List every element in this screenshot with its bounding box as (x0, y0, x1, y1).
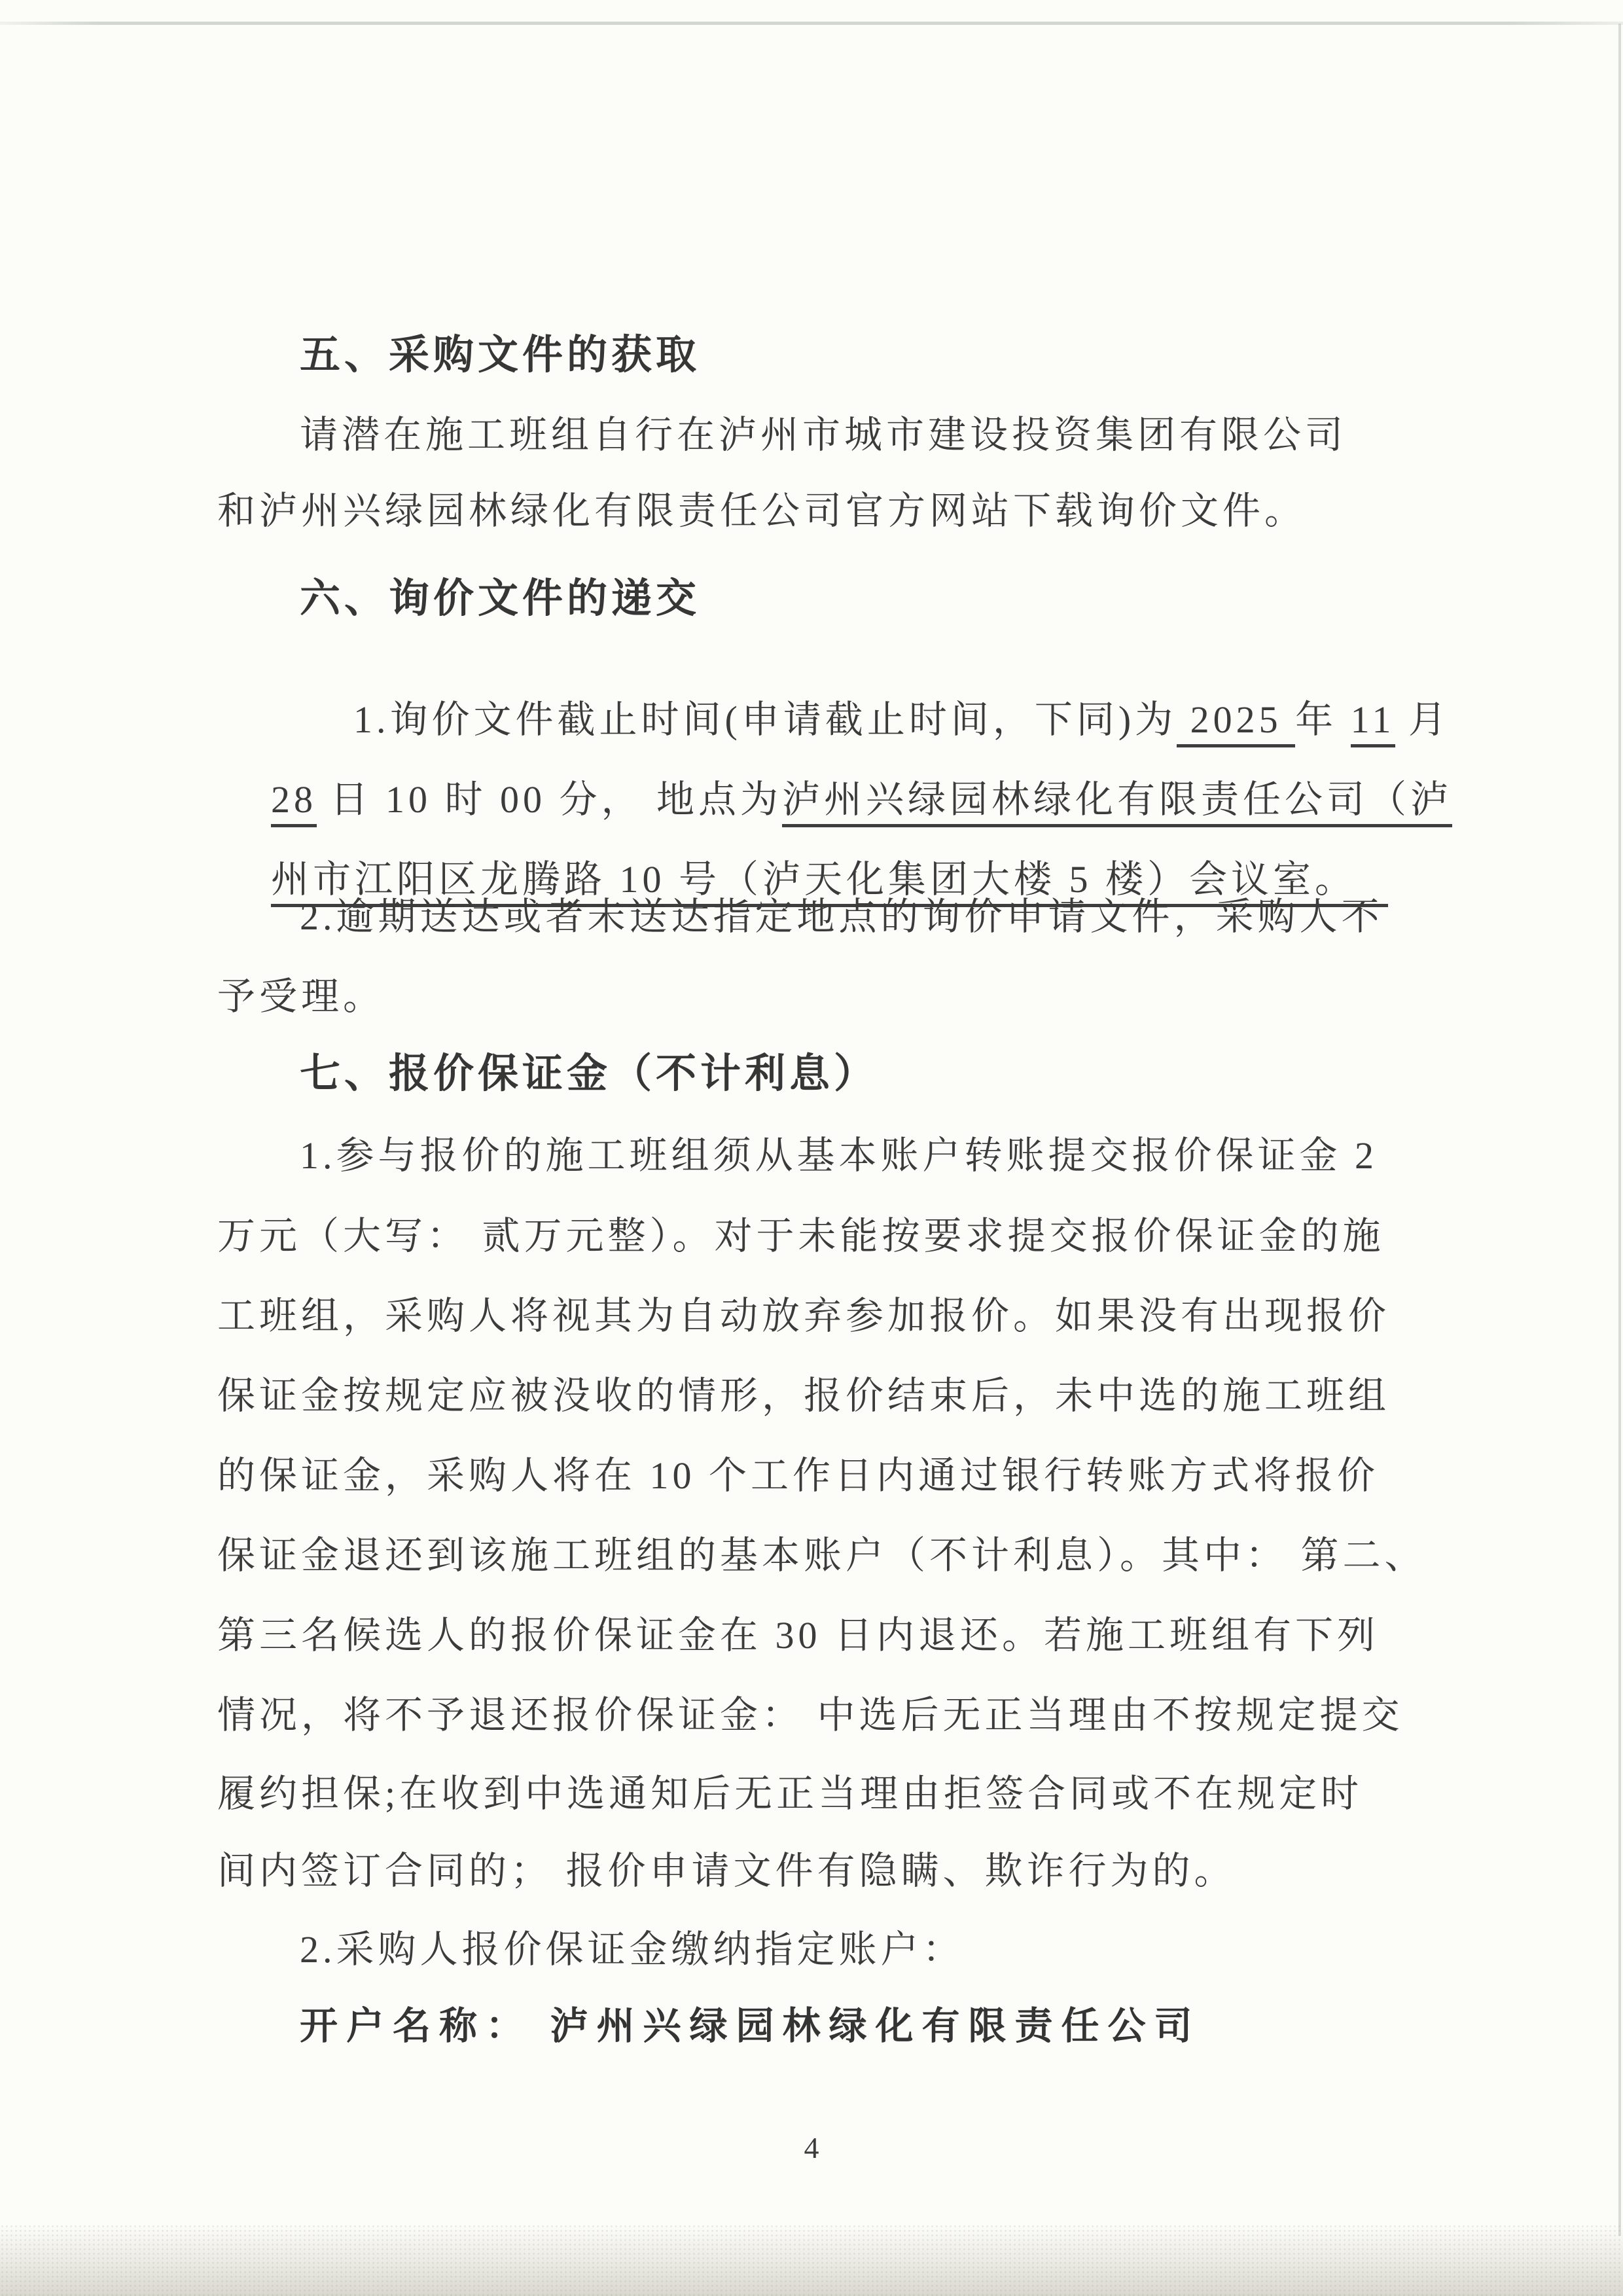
text-line: 第三名候选人的报价保证金在 30 日内退还。若施工班组有下列 (217, 1614, 1380, 1657)
text-segment: 年 (1295, 698, 1351, 741)
text-line: 保证金按规定应被没收的情形，报价结束后，未中选的施工班组 (217, 1374, 1391, 1417)
text-line: 履约担保;在收到中选通知后无正当理由拒签合同或不在规定时 (217, 1772, 1363, 1815)
scan-bottom-shadow (0, 2224, 1623, 2296)
text-line: 间内签订合同的； 报价申请文件有隐瞒、欺诈行为的。 (217, 1850, 1236, 1892)
text-segment: 日 10 时 00 分， 地点为 (317, 778, 783, 821)
text-line-account-header: 2.采购人报价保证金缴纳指定账户： (300, 1928, 965, 1971)
text-line: 情况，将不予退还报价保证金： 中选后无正当理由不按规定提交 (217, 1694, 1404, 1736)
section-heading-inquiry-submission: 六、询价文件的递交 (300, 577, 701, 621)
text-line: 万元（大写： 贰万元整）。对于未能按要求提交报价保证金的施 (217, 1215, 1385, 1257)
text-line: 予受理。 (217, 975, 385, 1018)
text-segment: 1.询价文件截止时间(申请截止时间，下同)为 (353, 698, 1177, 741)
underlined-day-value: 28 (271, 778, 317, 827)
text-line: 工班组，采购人将视其为自动放弃参加报价。如果没有出现报价 (217, 1295, 1391, 1337)
text-line: 保证金退还到该施工班组的基本账户（不计利息）。其中： 第二、 (217, 1534, 1427, 1577)
underlined-month-value: 11 (1351, 698, 1395, 747)
underlined-year-value: 2025 (1177, 698, 1295, 747)
scan-right-edge-artifact (1618, 24, 1621, 2236)
text-line-account-name: 开户名称： 泸州兴绿园林绿化有限责任公司 (300, 2005, 1201, 2047)
scan-top-edge-artifact (0, 22, 1623, 25)
text-line: 的保证金，采购人将在 10 个工作日内通过银行转账方式将报价 (217, 1454, 1380, 1497)
text-line: 2.逾期送达或者未送达指定地点的询价申请文件，采购人不 (300, 895, 1383, 938)
text-line: 1.参与报价的施工班组须从基本账户转账提交报价保证金 2 (300, 1134, 1378, 1177)
text-line: 请潜在施工班组自行在泸州市城市建设投资集团有限公司 (300, 414, 1347, 456)
text-line: 和泸州兴绿园林绿化有限责任公司官方网站下载询价文件。 (217, 490, 1307, 532)
text-segment: 月 (1395, 698, 1451, 741)
section-heading-bid-bond: 七、报价保证金（不计利息） (300, 1052, 879, 1096)
page-number: 4 (804, 2131, 819, 2164)
section-heading-procurement-docs: 五、采购文件的获取 (300, 333, 701, 378)
underlined-address-text: 州市江阳区龙腾路 10 号（泸天化集团大楼 5 楼）会议室。 (271, 858, 1388, 907)
underlined-location-text: 泸州兴绿园林绿化有限责任公司（泸 (782, 778, 1452, 827)
